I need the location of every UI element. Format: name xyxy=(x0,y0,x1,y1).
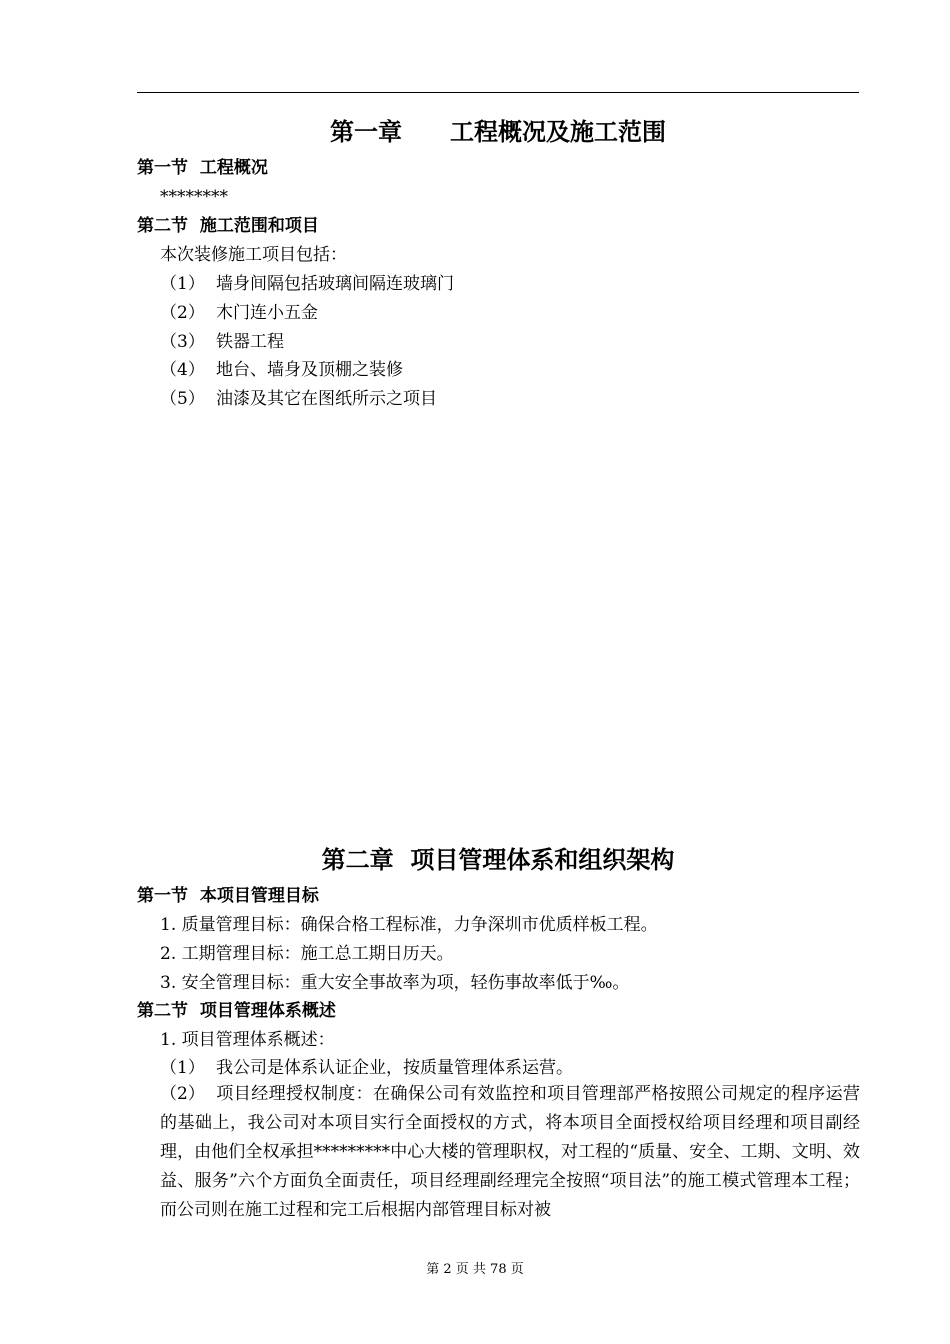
paragraph-number: （2） xyxy=(160,1084,205,1104)
list-item xyxy=(160,272,454,296)
list-item-number: （2） xyxy=(160,303,205,323)
list-item xyxy=(160,358,403,382)
paragraph-2 xyxy=(160,1080,860,1225)
list-item-number: （1） xyxy=(160,274,205,294)
list-item-text: 木门连小五金 xyxy=(216,303,318,323)
goal-item: 3. 安全管理目标：重大安全事故率为项，轻伤事故率低于‰。 xyxy=(160,973,630,993)
chapter-1-section-2-intro: 本次装修施工项目包括： xyxy=(160,245,347,265)
list-item-text: 油漆及其它在图纸所示之项目 xyxy=(216,389,437,409)
list-item xyxy=(160,387,437,411)
chapter-1-section-1-title: 第一节 工程概况 xyxy=(137,158,268,178)
list-item-number: （4） xyxy=(160,360,205,380)
header-rule xyxy=(137,92,859,93)
chapter-1-section-1-text: ******** xyxy=(160,187,228,207)
chapter-2-section-2-title: 第二节 项目管理体系概述 xyxy=(137,1001,336,1021)
chapter-2-title: 第二章 项目管理体系和组织架构 xyxy=(321,845,675,874)
paragraph-number: （1） xyxy=(160,1058,205,1078)
list-item xyxy=(160,330,284,354)
list-item-text: 墙身间隔包括玻璃间隔连玻璃门 xyxy=(216,274,454,294)
goal-item: 1. 质量管理目标：确保合格工程标准，力争深圳市优质样板工程。 xyxy=(160,915,658,935)
paragraph-text: 项目经理授权制度：在确保公司有效监控和项目管理部严格按照公司规定的程序运营的基础上，我公司对本项目实行全面授权的方式，将本项目全面授权给项目经理和项目副经理，由他们全权承担*********中心大楼的管理职权，对工程的“质量、安全、工期、文明、效益、服务”六个方面负全面责任，项目经理副经理完全按照“项目法”的施工模式管理本工程；而公司则在施工过程和完工后根据内部管理目标对被 xyxy=(160,1084,860,1220)
goal-item: 2. 工期管理目标：施工总工期日历天。 xyxy=(160,944,454,964)
list-item-number: （3） xyxy=(160,332,205,352)
list-item xyxy=(160,301,318,325)
chapter-1-section-2-title: 第二节 施工范围和项目 xyxy=(137,216,319,236)
list-item-text: 地台、墙身及顶棚之装修 xyxy=(216,360,403,380)
system-overview-heading: 1. 项目管理体系概述： xyxy=(160,1030,335,1050)
chapter-1-title: 第一章 工程概况及施工范围 xyxy=(330,117,666,146)
paragraph-1 xyxy=(160,1056,573,1080)
paragraph-text: 我公司是体系认证企业，按质量管理体系运营。 xyxy=(216,1058,573,1078)
chapter-2-section-1-title: 第一节 本项目管理目标 xyxy=(137,886,319,906)
page-number: 第 2 页 共 78 页 xyxy=(426,1262,524,1277)
list-item-number: （5） xyxy=(160,389,205,409)
list-item-text: 铁器工程 xyxy=(216,332,284,352)
